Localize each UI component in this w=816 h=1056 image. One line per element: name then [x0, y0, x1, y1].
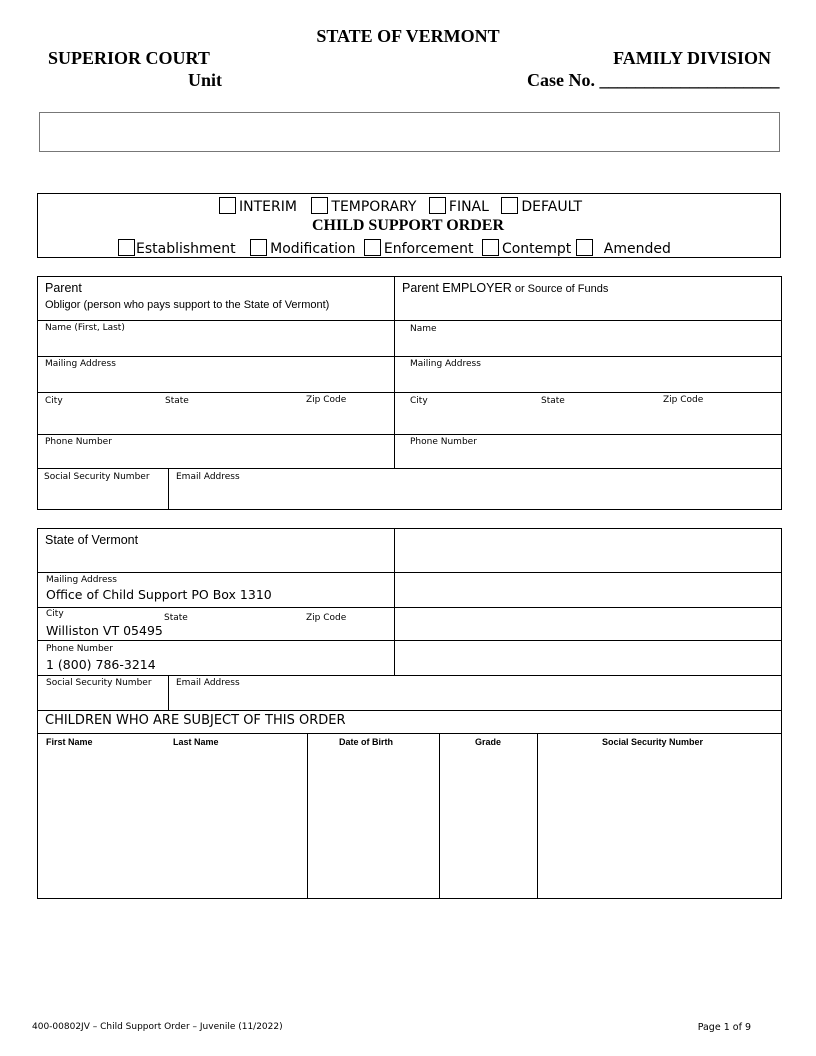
children-entry-area[interactable]	[38, 750, 781, 898]
state-heading: State of Vermont	[45, 533, 139, 547]
interim-option[interactable]: INTERIM	[219, 199, 297, 215]
employer-zip-field[interactable]: Zip Code	[663, 395, 704, 405]
state-zip-label: Zip Code	[306, 613, 347, 623]
parent-heading: Parent	[45, 281, 82, 295]
parent-name-field[interactable]: Name (First, Last)	[45, 323, 125, 333]
col-grade: Grade	[475, 737, 502, 747]
children-heading: CHILDREN WHO ARE SUBJECT OF THIS ORDER	[45, 713, 346, 728]
parent-city-field[interactable]: City	[45, 396, 63, 406]
employer-heading: Parent EMPLOYER or Source of Funds	[402, 281, 609, 295]
form-id: 400-00802JV – Child Support Order – Juvenile (11/2022)	[32, 1022, 283, 1032]
state-mailing-value[interactable]: Office of Child Support PO Box 1310	[46, 587, 272, 602]
checkbox-icon[interactable]	[501, 197, 518, 214]
col-last-name: Last Name	[173, 737, 219, 747]
employer-phone-field[interactable]: Phone Number	[410, 437, 477, 447]
col-first-name: First Name	[46, 737, 93, 747]
parent-state-field[interactable]: State	[165, 396, 189, 406]
court-name: SUPERIOR COURT	[48, 48, 210, 68]
state-city-label: City	[46, 609, 64, 619]
col-ssn: Social Security Number	[602, 737, 704, 747]
parent-email-field[interactable]: Email Address	[176, 472, 240, 482]
order-title: CHILD SUPPORT ORDER	[311, 217, 505, 234]
order-type-row	[219, 197, 582, 215]
col-date-of-birth: Date of Birth	[339, 737, 393, 747]
default-option[interactable]: DEFAULT	[501, 199, 582, 215]
parent-ssn-field[interactable]: Social Security Number	[44, 472, 150, 482]
checkbox-icon[interactable]	[482, 239, 499, 256]
state-phone-value[interactable]: 1 (800) 786-3214	[46, 657, 156, 672]
state-title: STATE OF VERMONT	[316, 26, 500, 46]
employer-state-field[interactable]: State	[541, 396, 565, 406]
employer-mailing-field[interactable]: Mailing Address	[410, 359, 481, 369]
checkbox-icon[interactable]	[219, 197, 236, 214]
checkbox-icon[interactable]	[429, 197, 446, 214]
employer-name-field[interactable]: Name	[410, 324, 437, 334]
amended-option[interactable]: Amended	[576, 241, 671, 257]
state-ssn-label[interactable]: Social Security Number	[46, 678, 152, 688]
temporary-option[interactable]: TEMPORARY	[311, 199, 416, 215]
state-email-label[interactable]: Email Address	[176, 678, 240, 688]
order-action-row	[118, 239, 671, 257]
checkbox-icon[interactable]	[364, 239, 381, 256]
state-phone-label: Phone Number	[46, 644, 113, 654]
checkbox-icon[interactable]	[576, 239, 593, 256]
parent-zip-field[interactable]: Zip Code	[306, 395, 347, 405]
caption-box[interactable]	[39, 112, 780, 152]
checkbox-icon[interactable]	[250, 239, 267, 256]
employer-city-field[interactable]: City	[410, 396, 428, 406]
state-city-value[interactable]: Williston VT 05495	[46, 623, 163, 638]
state-mailing-label: Mailing Address	[46, 575, 117, 585]
enforcement-option[interactable]: Enforcement	[364, 241, 474, 257]
checkbox-icon[interactable]	[118, 239, 135, 256]
modification-option[interactable]: Modification	[250, 241, 355, 257]
page-number: Page 1 of 9	[697, 1022, 751, 1033]
parent-phone-field[interactable]: Phone Number	[45, 437, 112, 447]
contempt-option[interactable]: Contempt	[482, 241, 571, 257]
checkbox-icon[interactable]	[311, 197, 328, 214]
case-number[interactable]: Case No. ____________________	[527, 70, 780, 90]
obligor-subheading: Obligor (person who pays support to the State of Vermont)	[45, 299, 330, 311]
establishment-option[interactable]: Establishment	[118, 241, 236, 257]
state-state-label: State	[164, 613, 188, 623]
final-option[interactable]: FINAL	[429, 199, 489, 215]
parent-mailing-field[interactable]: Mailing Address	[45, 359, 116, 369]
division-name: FAMILY DIVISION	[613, 48, 771, 68]
unit-label: Unit	[188, 70, 223, 90]
